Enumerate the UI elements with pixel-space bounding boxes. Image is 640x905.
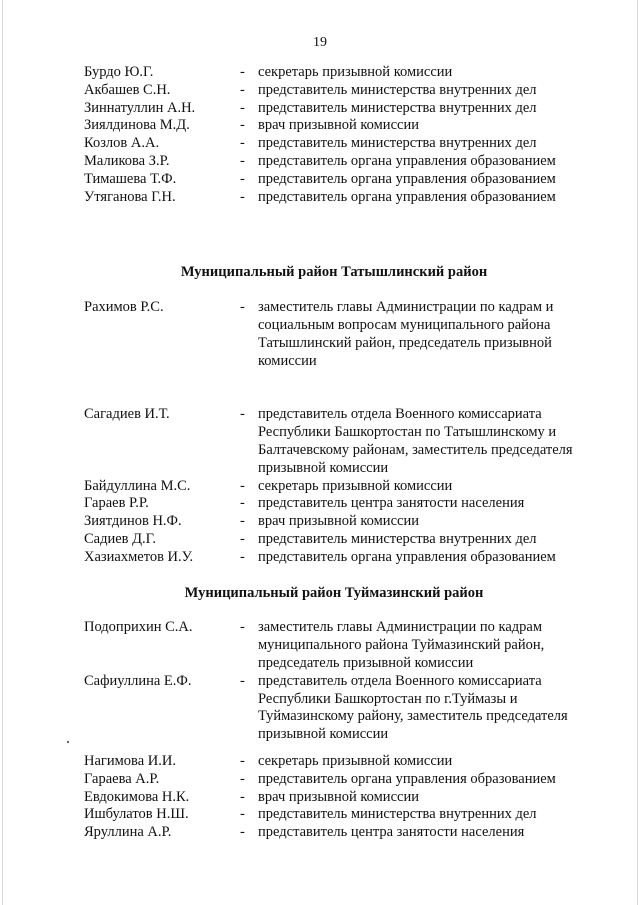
member-role: представитель министерства внутренних дел [258,530,537,547]
member-role: представитель центра занятости населения [258,824,525,841]
section-heading-tuymazy: Муниципальный район Туймазинский район [184,584,484,601]
dash: - [240,530,245,547]
member-row [84,513,596,531]
dash: - [240,81,245,98]
member-row [84,478,596,496]
member-name: Зиятдинов Н.Ф. [84,513,182,530]
member-name: Хазиахметов И.У. [84,548,194,565]
member-role: представитель органа управления образованием [258,188,556,205]
member-row [84,135,596,153]
member-role: представитель министерства внутренних дел [258,135,537,152]
page-number: 19 [313,35,327,50]
member-name: Подоприхин С.А. [84,619,193,636]
dash: - [240,188,245,205]
member-name: Бурдо Ю.Г. [84,64,154,80]
committee-list-previous [84,64,596,206]
member-role: представитель центра занятости населения [258,495,525,512]
member-row [84,789,596,807]
member-role: секретарь призывной комиссии [258,64,453,80]
member-row [84,171,596,189]
member-role: врач призывной комиссии [258,513,419,530]
dash: - [240,788,245,805]
member-name: Сагадиев И.Т. [84,406,170,423]
member-name: Гараева А.Р. [84,770,160,787]
member-role: врач призывной комиссии [258,788,419,805]
member-row [84,189,596,207]
member-name: Рахимов Р.С. [84,299,164,316]
member-role: представитель отдела Военного комиссариата Республики Башкортостан по Татышлинскому и Балтачевскому районам, заместитель председателя призывной комиссии [258,406,573,476]
dash: - [240,299,245,316]
member-name: Утяганова Г.Н. [84,188,176,205]
dash: - [240,406,245,423]
dash: - [240,99,245,116]
member-role: представитель министерства внутренних дел [258,806,537,823]
member-role: заместитель главы Администрации по кадрам муниципального района Туймазинский район, председатель призывной комиссии [258,619,545,671]
member-name: Евдокимова Н.К. [84,788,190,805]
member-role: представитель органа управления образованием [258,170,556,187]
member-name: Байдуллина М.С. [84,477,191,494]
dash: - [240,135,245,152]
member-name: Тимашева Т.Ф. [84,170,177,187]
document-body [84,64,596,842]
member-row [84,806,596,824]
member-row [84,299,596,370]
member-role: представитель отдела Военного комиссариата Республики Башкортостан по г.Туймазы и Туймазинскому району, заместитель председателя призывной комиссии [258,672,568,743]
member-role: представитель министерства внутренних дел [258,99,537,116]
member-name: Яруллина А.Р. [84,824,172,841]
dash: - [240,806,245,823]
member-row [84,531,596,549]
scan-dot [67,741,69,743]
member-row [84,771,596,789]
member-name: Зиннатуллин А.Н. [84,99,196,116]
dash: - [240,152,245,169]
committee-list-tatyshly [84,299,596,566]
member-name: Козлов А.А. [84,135,160,152]
member-name: Сафиуллина Е.Ф. [84,672,192,689]
member-name: Садиев Д.Г. [84,530,157,547]
committee-list-tuymazy [84,619,596,842]
member-row [84,619,596,672]
member-role: представитель органа управления образованием [258,152,556,169]
scan-edge-right [637,0,638,905]
scan-edge-left [2,0,3,905]
member-role: представитель органа управления образованием [258,548,556,565]
member-row [84,153,596,171]
member-name: Ишбулатов Н.Ш. [84,806,189,823]
dash: - [240,548,245,565]
member-row [84,753,596,771]
member-role: представитель министерства внутренних дел [258,81,537,98]
member-role: секретарь призывной комиссии [258,477,453,494]
member-row [84,824,596,842]
section-heading-tatyshly: Муниципальный район Татышлинский район [180,264,488,281]
dash: - [240,752,245,769]
dash: - [240,619,245,636]
member-name: Акбашев С.Н. [84,81,171,98]
dash: - [240,170,245,187]
member-name: Нагимова И.И. [84,752,176,769]
member-row [84,82,596,100]
dash: - [240,672,245,689]
member-role: секретарь призывной комиссии [258,752,453,769]
member-row [84,549,596,567]
dash: - [240,117,245,134]
member-role: врач призывной комиссии [258,117,419,134]
dash: - [240,477,245,494]
member-role: заместитель главы Администрации по кадрам и социальным вопросам муниципального района Татышлинский район, председатель призывной комиссии [258,299,554,369]
member-row [84,495,596,513]
member-name: Гараев Р.Р. [84,495,149,512]
dash: - [240,495,245,512]
member-name: Маликова З.Р. [84,152,170,169]
dash: - [240,64,245,80]
member-row [84,406,596,477]
dash: - [240,770,245,787]
member-role: представитель органа управления образованием [258,770,556,787]
member-row [84,117,596,135]
dash: - [240,824,245,841]
member-row [84,100,596,118]
member-name: Зиялдинова М.Д. [84,117,190,134]
member-row [84,673,596,744]
dash: - [240,513,245,530]
member-row [84,64,596,82]
